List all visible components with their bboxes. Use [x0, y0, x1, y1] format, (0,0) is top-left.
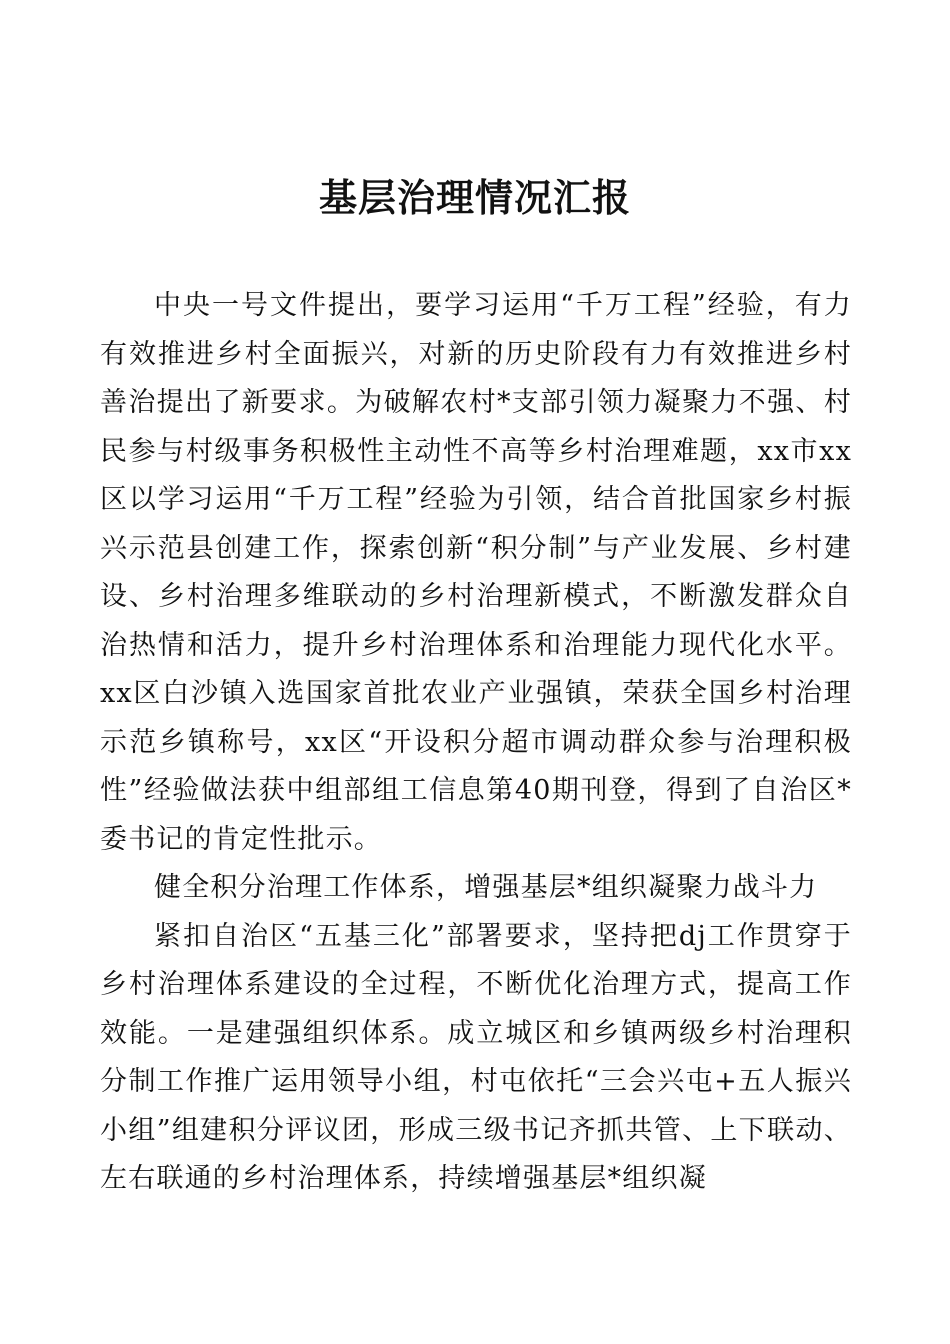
document-title: 基层治理情况汇报: [318, 175, 631, 220]
document-body: [100, 282, 852, 1204]
section-heading: 健全积分治理工作体系，增强基层*组织凝聚力战斗力: [154, 872, 818, 903]
body-paragraph-section: 紧扣自治区“五基三化”部署要求，坚持把dj工作贯穿于乡村治理体系建设的全过程，不断优化治理方式，提高工作效能。一是建强组织体系。成立城区和乡镇两级乡村治理积分制工作推广运用领导小组，村屯依托“三会兴屯+五人振兴小组”组建积分评议团，形成三级书记齐抓共管、上下联动、左右联通的乡村治理体系，持续增强基层*组织凝: [100, 920, 852, 1194]
body-paragraph-intro: 中央一号文件提出，要学习运用“千万工程”经验，有力有效推进乡村全面振兴，对新的历史阶段有力有效推进乡村善治提出了新要求。为破解农村*支部引领力凝聚力不强、村民参与村级事务积极性主动性不高等乡村治理难题，xx市xx区以学习运用“千万工程”经验为引领，结合首批国家乡村振兴示范县创建工作，探索创新“积分制”与产业发展、乡村建设、乡村治理多维联动的乡村治理新模式，不断激发群众自治热情和活力，提升乡村治理体系和治理能力现代化水平。xx区白沙镇入选国家首批农业产业强镇，荣获全国乡村治理示范乡镇称号，xx区“开设积分超市调动群众参与治理积极性”经验做法获中组部组工信息第40期刊登，得到了自治区*委书记的肯定性批示。: [100, 290, 852, 855]
